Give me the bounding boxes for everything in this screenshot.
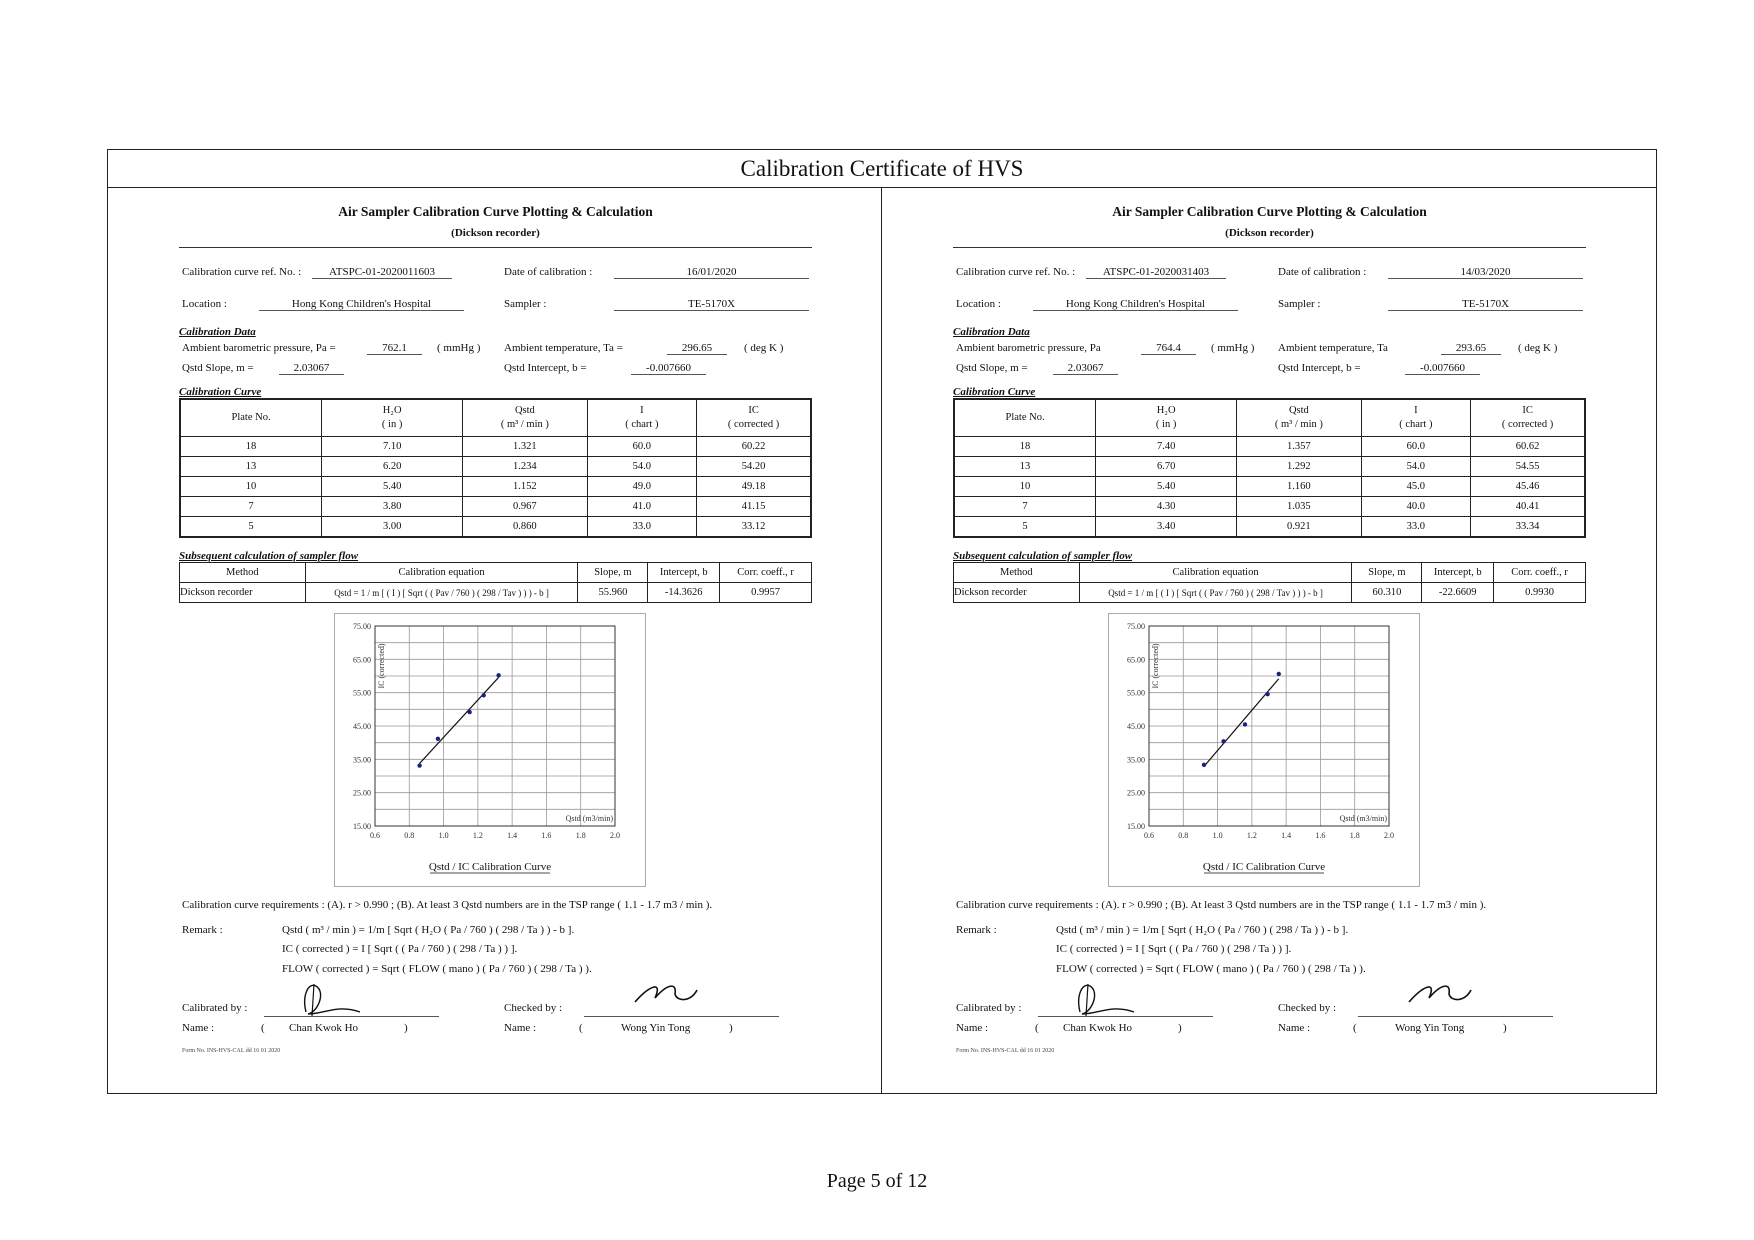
flow-column-header: Method bbox=[180, 563, 306, 583]
x-tick-label: 1.2 bbox=[1246, 831, 1257, 840]
location-row bbox=[179, 290, 812, 320]
column-header-title: H₂O bbox=[1156, 405, 1176, 416]
column-header-unit: ( chart ) bbox=[625, 419, 659, 430]
x-tick-label: 0.8 bbox=[404, 831, 415, 840]
flow-cell: 60.310 bbox=[1352, 583, 1422, 603]
title-rule bbox=[953, 247, 1586, 248]
remark-line: Qstd ( m³ / min ) = 1/m [ Sqrt ( H₂O ( Pa / 760 ) ( 298 / Ta ) ) - b ]. bbox=[1056, 924, 1349, 936]
column-header-unit: ( in ) bbox=[381, 419, 403, 430]
table-cell: 45.46 bbox=[1471, 477, 1585, 497]
calibrated-by-label: Calibrated by : bbox=[182, 1002, 248, 1014]
fit-line bbox=[420, 677, 499, 763]
table-cell: 10 bbox=[180, 477, 322, 497]
column-header bbox=[1361, 399, 1471, 437]
data-point bbox=[1277, 672, 1281, 676]
calibration-table bbox=[179, 398, 812, 538]
flow-cell: -22.6609 bbox=[1422, 583, 1494, 603]
table-cell: 13 bbox=[954, 457, 1096, 477]
remark-line: IC ( corrected ) = I [ Sqrt ( ( Pa / 760 ) ( 298 / Ta ) ) ]. bbox=[1056, 943, 1292, 955]
x-axis-label: Qstd (m3/min) bbox=[1339, 814, 1387, 823]
title-rule bbox=[179, 247, 812, 248]
table-cell: 54.55 bbox=[1471, 457, 1585, 477]
table-cell: 60.0 bbox=[587, 437, 697, 457]
slope-label: Qstd Slope, m = bbox=[182, 362, 254, 374]
remark-label: Remark : bbox=[956, 924, 997, 936]
y-tick-label: 35.00 bbox=[353, 755, 371, 765]
column-header bbox=[587, 399, 697, 437]
table-header-row bbox=[954, 399, 1585, 437]
y-tick-label: 55.00 bbox=[1127, 688, 1145, 698]
pressure-unit: ( mmHg ) bbox=[437, 342, 481, 354]
calibrated-by-label: Calibrated by : bbox=[956, 1002, 1022, 1014]
flow-column-header: Method bbox=[954, 563, 1080, 583]
column-header-title: I bbox=[640, 405, 644, 416]
flow-column-header: Intercept, b bbox=[648, 563, 720, 583]
ref-label: Calibration curve ref. No. : bbox=[956, 266, 1076, 278]
table-cell: 33.0 bbox=[587, 517, 697, 538]
table-row bbox=[954, 517, 1585, 538]
table-cell: 1.357 bbox=[1237, 437, 1361, 457]
chart-title: Qstd / IC Calibration Curve bbox=[428, 861, 552, 873]
sampler-flow-table bbox=[179, 562, 812, 603]
flow-column-header: Corr. coeff., r bbox=[1494, 563, 1586, 583]
slope-row bbox=[179, 360, 812, 382]
pressure-label: Ambient barometric pressure, Pa bbox=[956, 342, 1101, 354]
calibration-chart bbox=[334, 613, 646, 887]
remark-line: IC ( corrected ) = I [ Sqrt ( ( Pa / 760 ) ( 298 / Ta ) ) ]. bbox=[282, 943, 518, 955]
calibrator-signature bbox=[294, 978, 374, 1020]
data-point bbox=[436, 737, 440, 741]
table-cell: 49.0 bbox=[587, 477, 697, 497]
name-row: Name : ( Chan Kwok Ho ) Name : ( Wong Yin Tong ) bbox=[956, 1022, 1507, 1034]
slope-row bbox=[953, 360, 1586, 382]
remark-row-3 bbox=[179, 963, 812, 984]
table-cell: 1.035 bbox=[1237, 497, 1361, 517]
table-cell: 5.40 bbox=[322, 477, 463, 497]
column-header bbox=[1471, 399, 1585, 437]
x-tick-label: 0.8 bbox=[1178, 831, 1189, 840]
ref-label: Calibration curve ref. No. : bbox=[182, 266, 302, 278]
table-row bbox=[180, 477, 811, 497]
x-tick-label: 1.2 bbox=[472, 831, 483, 840]
table-cell: 60.22 bbox=[697, 437, 811, 457]
table-row bbox=[180, 457, 811, 477]
certificate-panel-left bbox=[108, 188, 882, 1093]
table-cell: 54.0 bbox=[587, 457, 697, 477]
remark-line: FLOW ( corrected ) = Sqrt ( FLOW ( mano ) ( Pa / 760 ) ( 298 / Ta ) ). bbox=[282, 963, 592, 975]
table-cell: 1.234 bbox=[463, 457, 587, 477]
column-header bbox=[1237, 399, 1361, 437]
data-point bbox=[467, 710, 471, 714]
column-header-unit: ( m³ / min ) bbox=[500, 419, 549, 430]
table-cell: 6.20 bbox=[322, 457, 463, 477]
checked-name: Wong Yin Tong bbox=[1395, 1022, 1465, 1034]
ref-value: ATSPC-01-2020031403 bbox=[1086, 266, 1226, 279]
y-tick-label: 75.00 bbox=[353, 622, 371, 631]
table-cell: 33.12 bbox=[697, 517, 811, 538]
intercept-label: Qstd Intercept, b = bbox=[1278, 362, 1361, 374]
y-tick-label: 35.00 bbox=[1127, 755, 1145, 765]
checker-signature bbox=[627, 972, 707, 1012]
table-cell: 7 bbox=[954, 497, 1096, 517]
table-cell: 5 bbox=[180, 517, 322, 538]
x-axis-label: Qstd (m3/min) bbox=[565, 814, 613, 823]
sampler-value: TE-5170X bbox=[1388, 298, 1583, 311]
data-point bbox=[1265, 692, 1269, 696]
flow-column-header: Corr. coeff., r bbox=[720, 563, 812, 583]
table-row bbox=[954, 477, 1585, 497]
requirements-text: Calibration curve requirements : (A). r > 0.990 ; (B). At least 3 Qstd numbers are in the TSP range ( 1.1 - 1.7 m3 / min ). bbox=[182, 899, 713, 911]
flow-cell: Qstd = 1 / m [ ( I ) [ Sqrt ( ( Pav / 760 ) ( 298 / Tav ) ) ) - b ] bbox=[305, 583, 578, 603]
table-cell: 60.62 bbox=[1471, 437, 1585, 457]
panel-title: Air Sampler Calibration Curve Plotting & Calculation bbox=[338, 204, 653, 219]
calibration-curve-heading: Calibration Curve bbox=[953, 386, 1036, 398]
name-row: Name : ( Chan Kwok Ho ) Name : ( Wong Yin Tong ) bbox=[182, 1022, 733, 1034]
temp-label: Ambient temperature, Ta bbox=[1278, 342, 1388, 354]
column-header bbox=[180, 399, 322, 437]
table-cell: 45.0 bbox=[1361, 477, 1471, 497]
checked-by-label: Checked by : bbox=[504, 1002, 563, 1014]
temp-value: 296.65 bbox=[667, 342, 727, 355]
page-of-label: of bbox=[885, 1170, 903, 1192]
pressure-value: 762.1 bbox=[367, 342, 422, 355]
intercept-label: Qstd Intercept, b = bbox=[504, 362, 587, 374]
remark-label: Remark : bbox=[182, 924, 223, 936]
y-tick-label: 65.00 bbox=[353, 655, 371, 665]
column-header-title: H₂O bbox=[382, 405, 402, 416]
table-cell: 7 bbox=[180, 497, 322, 517]
location-value: Hong Kong Children's Hospital bbox=[259, 298, 464, 311]
form-number: Form No. INS-HVS-CAL dd 16 01 2020 bbox=[182, 1048, 281, 1054]
table-cell: 54.20 bbox=[697, 457, 811, 477]
remark-row-3 bbox=[953, 963, 1586, 984]
table-cell: 0.921 bbox=[1237, 517, 1361, 538]
column-header-title: Qstd bbox=[514, 405, 535, 416]
page-label: Page bbox=[826, 1170, 866, 1192]
calibration-data-heading: Calibration Data bbox=[953, 326, 1030, 338]
table-cell: 0.860 bbox=[463, 517, 587, 538]
remark-line: FLOW ( corrected ) = Sqrt ( FLOW ( mano ) ( Pa / 760 ) ( 298 / Ta ) ). bbox=[1056, 963, 1366, 975]
table-cell: 33.34 bbox=[1471, 517, 1585, 538]
flow-column-header: Slope, m bbox=[578, 563, 648, 583]
calibrated-name: Chan Kwok Ho bbox=[289, 1022, 359, 1034]
panel-title: Air Sampler Calibration Curve Plotting & Calculation bbox=[1112, 204, 1427, 219]
column-header-unit: ( m³ / min ) bbox=[1274, 419, 1323, 430]
calibrator-signature bbox=[1068, 978, 1148, 1020]
x-tick-label: 1.8 bbox=[1349, 831, 1360, 840]
column-header bbox=[463, 399, 587, 437]
page-current: 5 bbox=[870, 1170, 881, 1192]
calibration-data-heading: Calibration Data bbox=[179, 326, 256, 338]
table-cell: 10 bbox=[954, 477, 1096, 497]
flow-column-header: Intercept, b bbox=[1422, 563, 1494, 583]
flow-cell: Dickson recorder bbox=[180, 583, 306, 603]
page-footer bbox=[0, 1170, 1754, 1193]
remark-row-2 bbox=[179, 942, 812, 963]
calibrated-name: Chan Kwok Ho bbox=[1063, 1022, 1133, 1034]
checker-signature bbox=[1401, 972, 1481, 1012]
column-header-title: Plate No. bbox=[1005, 412, 1045, 423]
intercept-value: -0.007660 bbox=[1405, 362, 1480, 375]
data-point bbox=[1202, 763, 1206, 767]
table-cell: 3.40 bbox=[1096, 517, 1237, 538]
column-header-title: IC bbox=[1522, 405, 1533, 416]
y-tick-label: 25.00 bbox=[1127, 788, 1145, 798]
table-cell: 18 bbox=[180, 437, 322, 457]
y-tick-label: 25.00 bbox=[353, 788, 371, 798]
pressure-row bbox=[953, 338, 1586, 360]
table-row bbox=[954, 497, 1585, 517]
column-header-title: Plate No. bbox=[231, 412, 271, 423]
name-label: Name : bbox=[956, 1022, 989, 1034]
chart-title: Qstd / IC Calibration Curve bbox=[1202, 861, 1326, 873]
x-tick-label: 1.8 bbox=[575, 831, 586, 840]
checked-name: Wong Yin Tong bbox=[621, 1022, 691, 1034]
signature-row bbox=[179, 996, 812, 1018]
table-header-row bbox=[180, 399, 811, 437]
table-cell: 3.80 bbox=[322, 497, 463, 517]
column-header bbox=[697, 399, 811, 437]
table-cell: 5 bbox=[954, 517, 1096, 538]
ref-value: ATSPC-01-2020011603 bbox=[312, 266, 452, 279]
flow-header-row bbox=[180, 563, 812, 583]
signature-row bbox=[953, 996, 1586, 1018]
table-cell: 4.30 bbox=[1096, 497, 1237, 517]
date-label: Date of calibration : bbox=[1278, 266, 1367, 278]
data-point bbox=[1221, 739, 1225, 743]
x-tick-label: 0.6 bbox=[1144, 831, 1154, 840]
flow-cell: Dickson recorder bbox=[954, 583, 1080, 603]
temp-label: Ambient temperature, Ta = bbox=[504, 342, 623, 354]
table-cell: 7.40 bbox=[1096, 437, 1237, 457]
slope-label: Qstd Slope, m = bbox=[956, 362, 1028, 374]
column-header-unit: ( in ) bbox=[1155, 419, 1177, 430]
slope-value: 2.03067 bbox=[1053, 362, 1118, 375]
name-label: Name : bbox=[504, 1022, 537, 1034]
table-cell: 41.0 bbox=[587, 497, 697, 517]
fit-line bbox=[1204, 679, 1279, 767]
pressure-label: Ambient barometric pressure, Pa = bbox=[182, 342, 336, 354]
flow-cell: 55.960 bbox=[578, 583, 648, 603]
location-value: Hong Kong Children's Hospital bbox=[1033, 298, 1238, 311]
table-cell: 60.0 bbox=[1361, 437, 1471, 457]
flow-column-header: Slope, m bbox=[1352, 563, 1422, 583]
name-label: Name : bbox=[1278, 1022, 1311, 1034]
table-cell: 40.0 bbox=[1361, 497, 1471, 517]
form-number: Form No. INS-HVS-CAL dd 16 01 2020 bbox=[956, 1048, 1055, 1054]
y-tick-label: 55.00 bbox=[353, 688, 371, 698]
flow-column-header: Calibration equation bbox=[305, 563, 578, 583]
flow-cell: -14.3626 bbox=[648, 583, 720, 603]
pressure-value: 764.4 bbox=[1141, 342, 1196, 355]
y-tick-label: 15.00 bbox=[353, 822, 371, 831]
table-cell: 49.18 bbox=[697, 477, 811, 497]
x-tick-label: 1.0 bbox=[1212, 831, 1223, 840]
chart-svg bbox=[335, 614, 645, 886]
table-cell: 0.967 bbox=[463, 497, 587, 517]
calibration-curve-heading: Calibration Curve bbox=[179, 386, 262, 398]
flow-cell: 0.9957 bbox=[720, 583, 812, 603]
table-cell: 1.152 bbox=[463, 477, 587, 497]
panel-subtitle: (Dickson recorder) bbox=[451, 227, 540, 239]
chart-svg bbox=[1109, 614, 1419, 886]
table-cell: 7.10 bbox=[322, 437, 463, 457]
table-row bbox=[954, 437, 1585, 457]
certificate-panels bbox=[108, 188, 1656, 1093]
column-header bbox=[1096, 399, 1237, 437]
table-cell: 54.0 bbox=[1361, 457, 1471, 477]
location-label: Location : bbox=[956, 298, 1001, 310]
temp-value: 293.65 bbox=[1441, 342, 1501, 355]
column-header-unit: ( chart ) bbox=[1399, 419, 1433, 430]
location-label: Location : bbox=[182, 298, 227, 310]
x-tick-label: 0.6 bbox=[370, 831, 380, 840]
remark-row-1 bbox=[179, 921, 812, 942]
name-label: Name : bbox=[182, 1022, 215, 1034]
calibration-table bbox=[953, 398, 1586, 538]
table-cell: 1.292 bbox=[1237, 457, 1361, 477]
pressure-unit: ( mmHg ) bbox=[1211, 342, 1255, 354]
ref-row bbox=[179, 260, 812, 290]
flow-column-header: Calibration equation bbox=[1079, 563, 1352, 583]
intercept-value: -0.007660 bbox=[631, 362, 706, 375]
table-cell: 3.00 bbox=[322, 517, 463, 538]
x-tick-label: 1.6 bbox=[541, 831, 552, 840]
certificate-frame bbox=[107, 149, 1657, 1094]
flow-data-row bbox=[180, 583, 812, 603]
column-header-title: I bbox=[1414, 405, 1418, 416]
ref-row bbox=[953, 260, 1586, 290]
requirements-text: Calibration curve requirements : (A). r > 0.990 ; (B). At least 3 Qstd numbers are in the TSP range ( 1.1 - 1.7 m3 / min ). bbox=[956, 899, 1487, 911]
pressure-row bbox=[179, 338, 812, 360]
checked-by-label: Checked by : bbox=[1278, 1002, 1337, 1014]
date-value: 16/01/2020 bbox=[614, 266, 809, 279]
calibration-chart bbox=[1108, 613, 1420, 887]
x-tick-label: 1.6 bbox=[1315, 831, 1326, 840]
table-cell: 1.160 bbox=[1237, 477, 1361, 497]
page-total: 12 bbox=[907, 1170, 928, 1192]
temp-unit: ( deg K ) bbox=[744, 342, 784, 354]
data-point bbox=[1243, 722, 1247, 726]
remark-line: Qstd ( m³ / min ) = 1/m [ Sqrt ( H₂O ( Pa / 760 ) ( 298 / Ta ) ) - b ]. bbox=[282, 924, 575, 936]
table-cell: 6.70 bbox=[1096, 457, 1237, 477]
sampler-value: TE-5170X bbox=[614, 298, 809, 311]
column-header-unit: ( corrected ) bbox=[1501, 419, 1554, 430]
table-cell: 1.321 bbox=[463, 437, 587, 457]
table-cell: 13 bbox=[180, 457, 322, 477]
flow-header-row bbox=[954, 563, 1586, 583]
x-tick-label: 2.0 bbox=[1384, 831, 1394, 840]
column-header-unit: ( corrected ) bbox=[727, 419, 780, 430]
slope-value: 2.03067 bbox=[279, 362, 344, 375]
column-header bbox=[322, 399, 463, 437]
table-cell: 33.0 bbox=[1361, 517, 1471, 538]
column-header bbox=[954, 399, 1096, 437]
table-row bbox=[954, 457, 1585, 477]
table-cell: 18 bbox=[954, 437, 1096, 457]
table-row bbox=[180, 437, 811, 457]
table-row bbox=[180, 517, 811, 538]
data-point bbox=[417, 763, 421, 767]
table-row bbox=[180, 497, 811, 517]
x-tick-label: 2.0 bbox=[610, 831, 620, 840]
flow-data-row bbox=[954, 583, 1586, 603]
document-title: Calibration Certificate of HVS bbox=[108, 150, 1656, 188]
subsequent-calc-heading: Subsequent calculation of sampler flow bbox=[953, 550, 1133, 562]
column-header-title: Qstd bbox=[1288, 405, 1309, 416]
flow-cell: 0.9930 bbox=[1494, 583, 1586, 603]
subsequent-calc-heading: Subsequent calculation of sampler flow bbox=[179, 550, 359, 562]
sampler-label: Sampler : bbox=[1278, 298, 1321, 310]
y-tick-label: 65.00 bbox=[1127, 655, 1145, 665]
location-row bbox=[953, 290, 1586, 320]
sampler-label: Sampler : bbox=[504, 298, 547, 310]
remark-row-2 bbox=[953, 942, 1586, 963]
panel-subtitle: (Dickson recorder) bbox=[1225, 227, 1314, 239]
sampler-flow-table bbox=[953, 562, 1586, 603]
data-point bbox=[496, 673, 500, 677]
column-header-title: IC bbox=[748, 405, 759, 416]
date-label: Date of calibration : bbox=[504, 266, 593, 278]
y-axis-label: IC (corrected) bbox=[1151, 643, 1160, 689]
y-tick-label: 75.00 bbox=[1127, 622, 1145, 631]
y-tick-label: 15.00 bbox=[1127, 822, 1145, 831]
x-tick-label: 1.4 bbox=[507, 831, 518, 840]
temp-unit: ( deg K ) bbox=[1518, 342, 1558, 354]
table-cell: 41.15 bbox=[697, 497, 811, 517]
certificate-panel-right bbox=[882, 188, 1656, 1093]
date-value: 14/03/2020 bbox=[1388, 266, 1583, 279]
remark-row-1 bbox=[953, 921, 1586, 942]
table-cell: 5.40 bbox=[1096, 477, 1237, 497]
y-tick-label: 45.00 bbox=[1127, 722, 1145, 731]
data-point bbox=[481, 693, 485, 697]
x-tick-label: 1.4 bbox=[1281, 831, 1292, 840]
table-cell: 40.41 bbox=[1471, 497, 1585, 517]
y-tick-label: 45.00 bbox=[353, 722, 371, 731]
x-tick-label: 1.0 bbox=[438, 831, 449, 840]
flow-cell: Qstd = 1 / m [ ( I ) [ Sqrt ( ( Pav / 760 ) ( 298 / Tav ) ) ) - b ] bbox=[1079, 583, 1352, 603]
y-axis-label: IC (corrected) bbox=[377, 643, 386, 689]
